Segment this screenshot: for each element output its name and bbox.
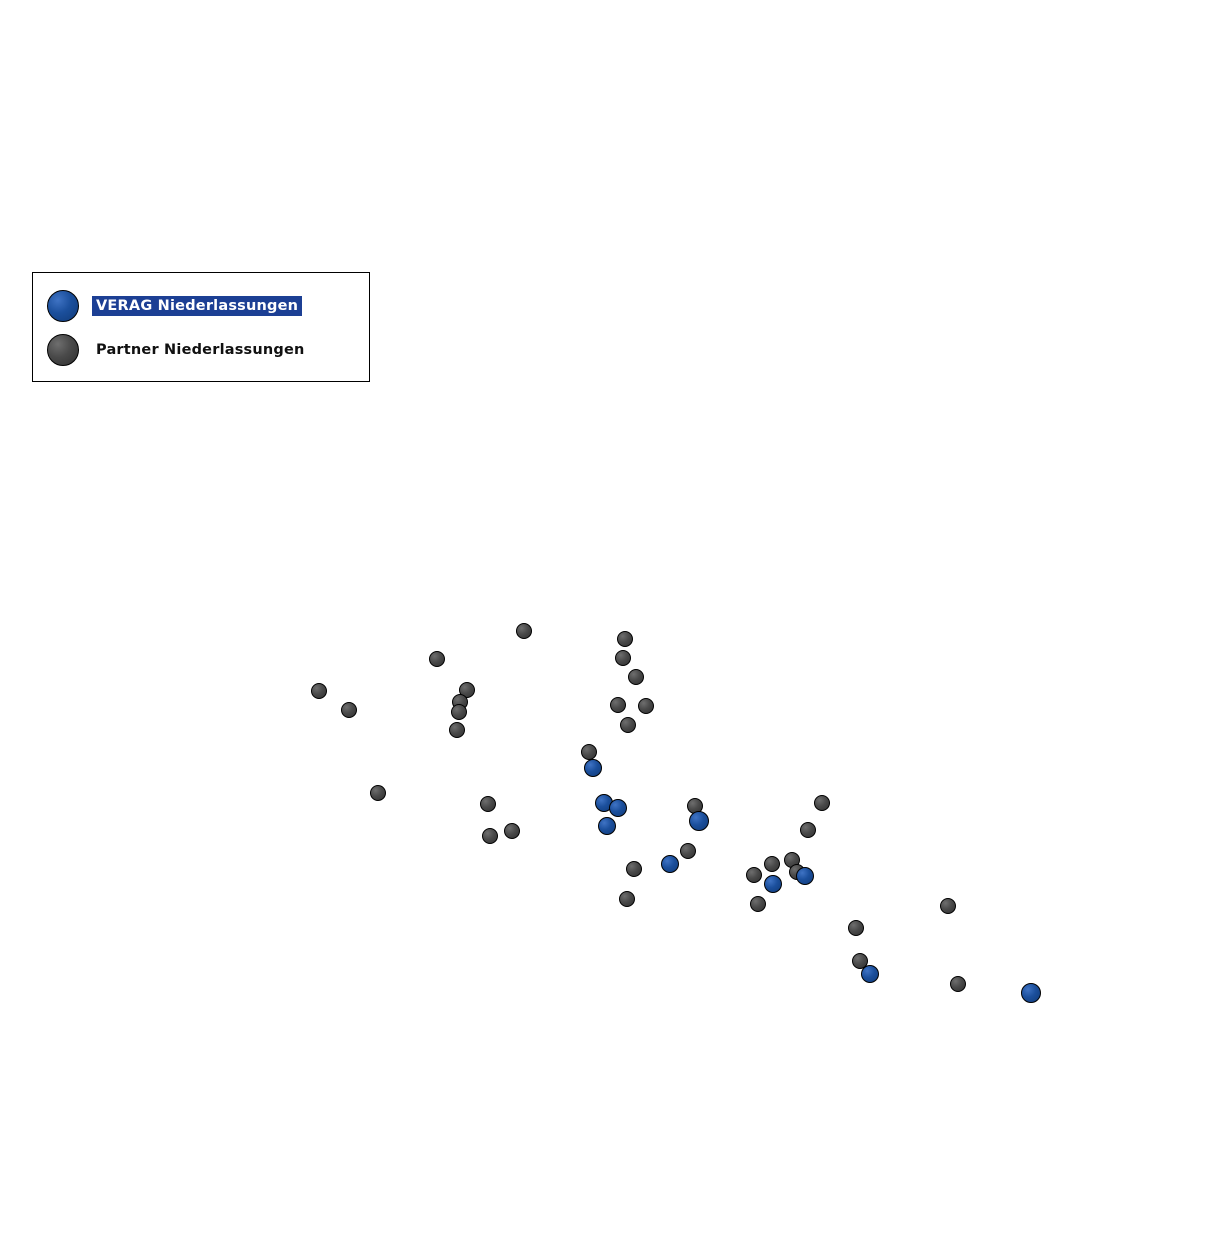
map-marker-verag[interactable] [598, 817, 616, 835]
map-marker-partner[interactable] [950, 976, 966, 992]
map-marker-verag[interactable] [1021, 983, 1041, 1003]
verag-marker-icon [47, 290, 79, 322]
map-marker-partner[interactable] [449, 722, 465, 738]
map-marker-partner[interactable] [680, 843, 696, 859]
legend-item-partner[interactable] [33, 333, 309, 367]
legend-label-partner: Partner Niederlassungen [96, 342, 305, 358]
map-marker-partner[interactable] [429, 651, 445, 667]
map-marker-partner[interactable] [617, 631, 633, 647]
map-marker-partner[interactable] [620, 717, 636, 733]
map-marker-partner[interactable] [940, 898, 956, 914]
legend-label-verag: VERAG Niederlassungen [92, 296, 302, 316]
map-marker-partner[interactable] [482, 828, 498, 844]
map-marker-partner[interactable] [615, 650, 631, 666]
map-marker-verag[interactable] [764, 875, 782, 893]
map-marker-partner[interactable] [311, 683, 327, 699]
map-marker-partner[interactable] [638, 698, 654, 714]
map-marker-partner[interactable] [848, 920, 864, 936]
map-marker-partner[interactable] [619, 891, 635, 907]
map-marker-partner[interactable] [800, 822, 816, 838]
map-marker-partner[interactable] [764, 856, 780, 872]
map-legend [32, 272, 370, 382]
map-marker-partner[interactable] [626, 861, 642, 877]
map-marker-partner[interactable] [504, 823, 520, 839]
map-marker-verag[interactable] [796, 867, 814, 885]
map-marker-verag[interactable] [861, 965, 879, 983]
map-marker-verag[interactable] [689, 811, 709, 831]
map-marker-verag[interactable] [609, 799, 627, 817]
map-marker-partner[interactable] [516, 623, 532, 639]
map-marker-partner[interactable] [480, 796, 496, 812]
map-marker-partner[interactable] [750, 896, 766, 912]
partner-marker-icon [47, 334, 79, 366]
map-marker-partner[interactable] [370, 785, 386, 801]
map-marker-partner[interactable] [610, 697, 626, 713]
legend-item-verag[interactable] [33, 289, 302, 323]
map-marker-partner[interactable] [581, 744, 597, 760]
map-marker-partner[interactable] [746, 867, 762, 883]
map-marker-partner[interactable] [814, 795, 830, 811]
map-marker-partner[interactable] [628, 669, 644, 685]
map-marker-partner[interactable] [451, 704, 467, 720]
map-marker-verag[interactable] [661, 855, 679, 873]
map-marker-partner[interactable] [341, 702, 357, 718]
map-marker-verag[interactable] [584, 759, 602, 777]
